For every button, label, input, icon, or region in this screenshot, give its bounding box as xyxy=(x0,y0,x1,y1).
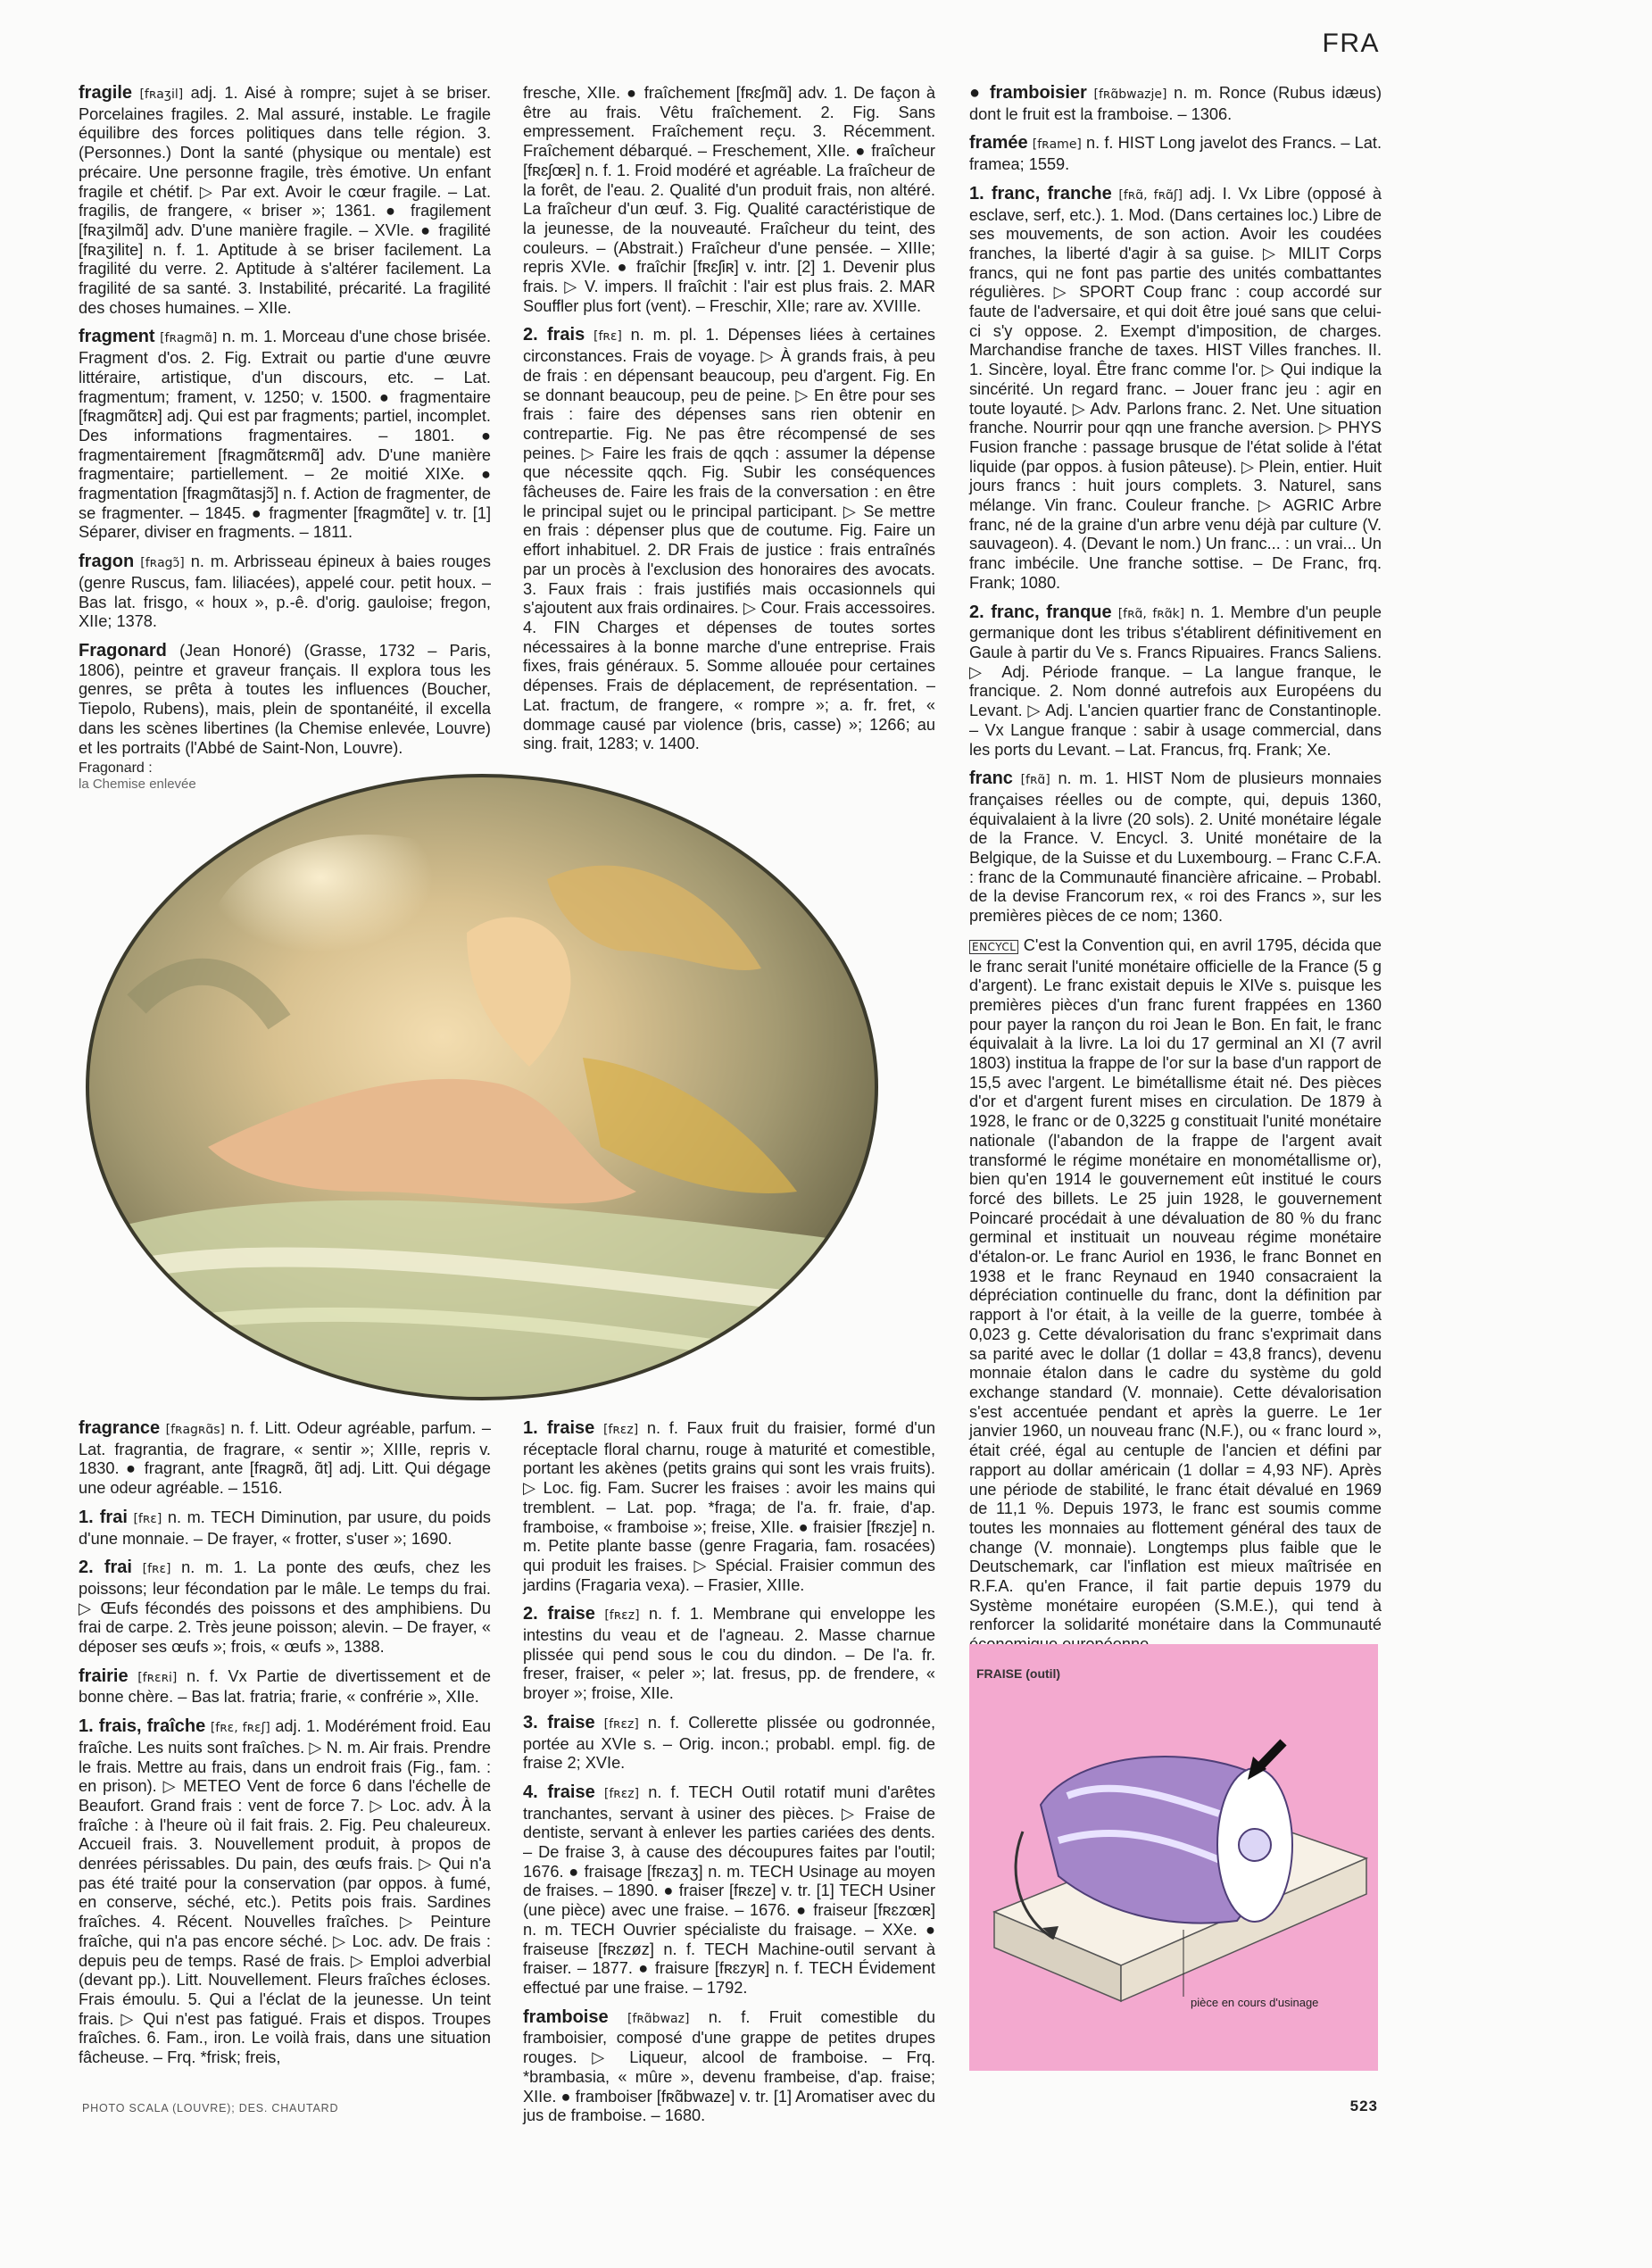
column-2-bottom xyxy=(523,1419,935,2136)
definition-text: n. f. Faux fruit du fraisier, formé d'un réceptacle floral charnu, rouge à maturité et comestible, portant les akènes (petits grains qui sont les vrais fruits). ▷ Loc. fig. Fam. Sucrer les fraises : avoir les mains qui tremblent. – Lat. pop. *fraga; de l'a. fr. fraie, d'ap. framboise, « framboise »; freise, XIIe. ● fraisier [fʀɛzje] n. m. Petite plante basse (genre Fragaria, fam. rosacées) qui produit les fraises. ▷ Spécial. Fraisier commun des jardins (Fragaria vexa). – Frasier, XIIIe. xyxy=(523,1419,935,1594)
definition-text: n. m. 1. La ponte des œufs, chez les poissons; leur fécondation par le mâle. Le temps du frai. ▷ Œufs fécondés des poissons et des amphibiens. Du frai de carpe. 2. Très jeune poisson; alevin. – De frayer, « déposer ses œufs »; frois, « œufs », 1388. xyxy=(79,1558,492,1657)
definition-text: n. f. Fruit comestible du framboisier, composé d'une grappe de petites drupes rouges. ▷ Liqueur, alcool de framboise. – Frq. *brambasia, « mûre », devenu frambeise, d'ap. fraise; XIIe. ● framboiser [fʀɑ̃bwaze] v. tr. [1] Aromatiser avec du jus de framboise. – 1680. xyxy=(523,2007,935,2125)
definition-text: n. m. pl. 1. Dépenses liées à certaines circonstances. Frais de voyage. ▷ À grands frais, à peu de frais : en dépensant beaucoup, peu d'argent. Fig. En se donnant beaucoup, peu de peine. ▷ En être pour ses frais : faire des dépenses sans rien obtenir en contrepartie. Fig. Ne pas être récompensé de ses peines. ▷ Faire les frais de qqch : assumer la dépense que nécessite qqch. Fig. Subir les conséquences fâcheuses de. Faire les frais de la conversation : en être le principal sujet ou le principal participant. ▷ Se mettre en frais : dépenser plus que de coutume. Fig. Faire un effort inhabituel. 2. DR Frais de justice : frais entraînés par un procès à l'exclusion des honoraires des avocats. 3. Faux frais : frais justifiés mais occasionnels qui s'ajoutent aux frais ordinaires. ▷ Cour. Frais accessoires. 4. FIN Charges et dépenses de toutes sortes nécessaires à la bonne marche d'une entreprise. Frais fixes, frais généraux. 5. Somme allouée pour certaines dépenses. Frais de déplacement, de représentation. – Lat. fractum, de frangere, « rompre »; a. fr. fret, « dommage causé par violence (bris, casse) »; 1266; au sing. frait, 1283; v. 1400. xyxy=(523,326,935,753)
definition-text: (Jean Honoré) (Grasse, 1732 – Paris, 1806), peintre et graveur français. Il explora tous les genres, se prêta à toutes les influences (Boucher, Tiepolo, Rubens), mais, plein de spontanéité, il excella dans les scènes libertines (la Chemise enlevée, Louvre) et les portraits (l'Abbé de Saint-Non, Louvre). xyxy=(79,641,491,757)
definition-text: n. 1. Membre d'un peuple germanique dont les tribus s'établirent définitivement en Gaule à partir du Ve s. Francs Ripuaires. Francs Saliens. ▷ Adj. Période franque. – La langue franque, le francique. 2. Nom donné autrefois aux Européens du Levant. ▷ Adj. L'ancien quartier franc de Constantinople. – Vx Langue franque : sabir à usage commercial, dans les ports du Levant. – Lat. Francus, frq. Frank; Xe. xyxy=(969,602,1382,759)
definition-text: fresche, XIIe. ● fraîchement [fʀɛʃmɑ̃] adv. 1. De façon à être au frais. Vêtu fraîchement. 2. Fig. Sans empressement. Fraîchement reçu. 3. Récemment. Fraîchement débarqué. – Freschement, XIIe. ● fraîcheur [fʀɛʃœʀ] n. f. 1. Froid modéré et agréable. La fraîcheur de la forêt, de l'eau. 2. Qualité d'un produit frais, non altéré. La fraîcheur d'un œuf. 3. Fig. Qualité caractéristique de la jeunesse, de la nouveauté. Fraîcheur du teint, des couleurs. – (Abstrait.) Fraîcheur d'une pensée. – XIIIe; repris XVIe. ● fraîchir [fʀɛʃiʀ] v. intr. [2] 1. Devenir plus frais. ▷ V. impers. Il fraîchit : l'air est plus frais. 2. MAR Souffler plus fort (vent). – Freschir, XIIe; rare av. XVIIIe. xyxy=(523,84,935,315)
pronunciation: [fʀɑ̃] xyxy=(1020,773,1050,788)
definition-text: adj. I. Vx Libre (opposé à esclave, serf, etc.). 1. Mod. (Dans certaines loc.) Libre de ses mouvements, de son action. Avoir les coudées franches, la liberté d'agir à sa guise. ▷ MILIT Corps francs, qui ne font pas partie des unités combattantes régulières. ▷ SPORT Coup franc : coup accordé sur faute de l'adversaire, et qui doit être joué sans que celui-ci s'y oppose. 2. Exempt d'imposition, de charges. Marchandise franche de taxes. HIST Villes franches. II. 1. Sincère, loyal. Être franc comme l'or. ▷ Qui indique la sincérité. Un regard franc. – Jouer franc jeu : agir en toute loyauté. ▷ Adv. Parlons franc. 2. Net. Une situation franche. Nourrir pour qqn une franche aversion. ▷ PHYS Fusion franche : passage brusque de l'état solide à l'état liquide (par oppos. à fusion pâteuse). ▷ Plein, entier. Huit jours francs : huit jours complets. 3. Naturel, sans mélange. Vin franc. Couleur franche. ▷ AGRIC Arbre franc, né de la graine d'un arbre venu déjà par culture (V. sauvageon). 4. (Devant le nom.) Un franc... : un vrai... Un franc imbécile. Une franche sottise. – De Franc, frq. Frank; 1080. xyxy=(969,184,1382,592)
definition-text: n. m. TECH Diminution, par usure, du poids d'une monnaie. – De frayer, « frotter, s'user »; 1690. xyxy=(79,1508,492,1548)
definition-text: n. f. TECH Outil rotatif muni d'arêtes tranchantes, servant à usiner des pièces. ▷ Fraise de dentiste, servant à enlever les parties cariées des dents. – De fraise 3, à cause des découpures faites par l'outil; 1676. ● fraisage [fʀɛzaʒ] n. m. TECH Usinage au moyen de fraises. – 1890. ● fraiser [fʀɛze] v. tr. [1] TECH Usiner (une pièce) avec une fraise. – 1676. ● fraiseur [fʀɛzœʀ] n. m. TECH Ouvrier spécialiste du fraisage. – XXe. ● fraiseuse [fʀɛzøz] n. f. TECH Machine-outil servant à fraiser. – 1877. ● fraisure [fʀɛzyʀ] n. f. TECH Évidement effectué par une fraise. – 1792. xyxy=(523,1782,935,1997)
dictionary-entry xyxy=(79,328,491,543)
photo-credit: PHOTO SCALA (LOUVRE); DES. CHAUTARD xyxy=(82,2102,339,2114)
dictionary-entry xyxy=(523,1605,935,1704)
pronunciation: [fʀagmɑ̃] xyxy=(160,331,218,346)
diagram-title: FRAISE (outil) xyxy=(976,1666,1061,1681)
definition-text: adj. 1. Modérément froid. Eau fraîche. Les nuits sont fraîches. ▷ N. m. Air frais. Prendre le frais. Mettre au frais, dans un endroit frais (Fig., fam. : en prison). ▷ METEO Vent de force 6 dans l'échelle de Beaufort. Grand frais : vent de force 7. ▷ Loc. adv. À la fraîche : à l'heure où il fait frais. 2. Fig. Peu chaleureux. Accueil frais. 3. Nouvellement produit, à propos de denrées périssables. Du pain, des œufs frais. ▷ Qui n'a pas été traité pour la conservation (par oppos. à fumé, en conserve, séché, etc.). Petits pois frais. Sardines fraîches. 4. Récent. Nouvelles fraîches. ▷ Peinture fraîche, qui n'a pas encore séché. ▷ Loc. adv. De frais : depuis peu de temps. Rasé de frais. ▷ Emploi adverbial (devant pp.). Litt. Nouvellement. Fleurs fraîches écloses. Frais émoulu. 5. Qui a l'éclat de la jeunesse. Un teint frais. ▷ Qui n'est pas fatigué. Frais et dispos. Troupes fraîches. 6. Fam., iron. Le voilà frais, dans une situation fâcheuse. – Frq. *frisk; freis, xyxy=(79,1717,491,2067)
column-2-top xyxy=(523,84,935,764)
definition-text: n. f. HIST Long javelot des Francs. – Lat. framea; 1559. xyxy=(969,134,1382,174)
dictionary-entry xyxy=(969,134,1382,174)
page-number: 523 xyxy=(1349,2098,1378,2114)
dictionary-entry xyxy=(79,1419,491,1499)
definition-text: n. m. Ronce (Rubus idæus) dont le fruit est la framboise. – 1306. xyxy=(969,84,1382,123)
diagram-label: pièce en cours d'usinage xyxy=(1191,1996,1319,2009)
pronunciation: [fʀɛ] xyxy=(593,329,622,345)
pronunciation: [fʀɛ, fʀɛʃ] xyxy=(210,1721,270,1736)
headword: fragment xyxy=(79,327,155,347)
dictionary-entry xyxy=(523,1714,935,1774)
caption-subtitle: la Chemise enlevée xyxy=(79,777,196,792)
headword: 4. fraise xyxy=(523,1782,595,1802)
definition-text: n. m. Arbrisseau épineux à baies rouges (genre Ruscus, fam. liliacées), appelé cour. petit houx. – Bas lat. frisgo, « houx », p.-ê. d'orig. gauloise; fregon, XIIe; 1378. xyxy=(79,552,491,631)
pronunciation: [fʀɛ] xyxy=(142,1562,171,1577)
dictionary-entry xyxy=(969,769,1382,926)
dictionary-entry xyxy=(79,1508,491,1549)
headword: fragile xyxy=(79,83,133,103)
headword: 1. frais, fraîche xyxy=(79,1716,206,1737)
dictionary-entry xyxy=(79,552,491,632)
pronunciation: [fʀɑ̃bwaz] xyxy=(627,2011,690,2026)
dictionary-entry xyxy=(523,326,935,753)
dictionary-entry xyxy=(79,1667,491,1707)
pronunciation: [fʀɛ] xyxy=(133,1511,162,1526)
pronunciation: [fʀɛz] xyxy=(602,1423,639,1437)
dictionary-entry xyxy=(79,642,491,758)
headword: Fragonard xyxy=(79,640,167,660)
headword: 2. fraise xyxy=(523,1604,595,1624)
definition-text: C'est la Convention qui, en avril 1795, décida que le franc serait l'unité monétaire officielle de la France (5 g d'argent). Le franc existait depuis le XIVe s. puisque les premières pièces d'un franc furent frappées en 1360 pour payer la rançon du roi Jean le Bon. En fait, le franc équivalait à la livre. La loi du 17 germinal an XI (7 avril 1803) institua la frappe de l'or sur la base d'un rapport de 15,5 avec l'argent. Le bimétallisme était né. Des pièces d'or et d'argent furent mises en circulation. De 1879 à 1928, le franc or de 0,3225 g constituait l'unité monétaire nationale (l'abandon de la frappe de l'argent avait transformé le régime monétaire en monométallisme or), bien qu'en 1914 le gouvernement eût institué le cours forcé des billets. Le 25 juin 1928, le gouvernement Poincaré procédait à une dévaluation de 80 % du franc germinal et instituait un nouveau régime monétaire d'étalon-or. Le franc Auriol en 1936, le franc Bonnet en 1938 et le franc Reynaud en 1940 consacraient la dépréciation continuelle du franc, dont la définition par rapport à l'or était, à la veille de la guerre, tombée à 0,023 g. Cette dévalorisation du franc s'exprimait dans sa parité avec le dollar (1 dollar = 43,8 francs), devenu monnaie étalon dans le cadre du système du gold exchange standard (V. monnaie). Cette dévalorisation s'est accentuée pendant et après la guerre. Le 1er janvier 1960, un nouveau franc (N.F.), ou « franc lourd », était créé, égal au centuple de l'ancien et défini par rapport au dollar américain (1 dollar = 4,93 NF). Après une période de stabilité, le franc était dévalué en 1969 de 11,1 %. Depuis 1973, le franc est soumis comme toutes les monnaies au flottement général des taux de change (V. monnaie). Longtemps plus faible que le Deutschemark, car l'inflation est mieux maîtrisée en R.F.A. qu'en France, il fait partie depuis 1979 du Système monétaire européen (S.M.E.), qui tend à renforcer la solidarité monétaire dans la Communauté xyxy=(969,935,1382,1634)
running-head: FRA xyxy=(1322,29,1380,58)
fraise-tool-diagram xyxy=(969,1644,1378,2071)
column-1-top xyxy=(79,84,491,768)
column-1-bottom xyxy=(79,1419,491,2078)
headword: fragrance xyxy=(79,1418,161,1438)
dictionary-entry xyxy=(969,936,1382,1655)
definition-text: n. m. 1. Morceau d'une chose brisée. Fragment d'os. 2. Fig. Extrait ou partie d'une œuvre littéraire, artistique, d'un discours, etc. – Lat. fragmentum; frament, v. 1250; v. 1500. ● fragmentaire [fʀagmɑ̃tɛʀ] adj. Qui est par fragments; partiel, incomplet. Des informations fragmentaires. – 1801. ● fragmentairement [fʀagmɑ̃tɛʀmɑ̃] adv. D'une manière fragmentaire; partiellement. – 2e moitié XIXe. ● fragmentation [fʀagmɑ̃tasjɔ̃] n. f. Action de fragmenter, de se fragmenter. – 1845. ● fragmenter [fʀagmɑ̃te] v. tr. [1] Séparer, diviser en fragments. – 1811. xyxy=(79,328,491,542)
pronunciation: [fʀɑ̃bwazje] xyxy=(1093,87,1167,102)
headword: 2. franc, franque xyxy=(969,602,1112,622)
pronunciation: [fʀagʀɑ̃s] xyxy=(165,1423,226,1437)
definition-text: n. m. 1. HIST Nom de plusieurs monnaies françaises réelles ou de compte, qui, depuis 1360, équivalaient à la livre (20 sols). 2. Unité monétaire légale de la France. V. Encycl. 3. Unité monétaire de la Belgique, de la Suisse et du Luxembourg. – Franc C.F.A. : franc de la Communauté financière africaine. – Probabl. de la devise Francorum rex, « roi des Francs », sur les premières pièces de ce nom; 1360. xyxy=(969,769,1382,926)
pronunciation: [fʀagɔ̃] xyxy=(140,556,185,571)
dictionary-entry xyxy=(969,185,1382,594)
headword: framée xyxy=(969,133,1028,154)
headword: 3. fraise xyxy=(523,1712,595,1732)
definition-text: n. f. 1. Membrane qui enveloppe les intestins du veau et de l'agneau. 2. Masse charnue plissée qui pend sous le cou du dindon. – De l'a. fr. freser, fraiser, « peler »; lat. fresus, pp. de frendere, « broyer »; froise, XIIe. xyxy=(523,1605,935,1703)
dictionary-entry xyxy=(969,84,1382,124)
pronunciation: [fʀɛz] xyxy=(603,1716,639,1732)
dictionary-entry xyxy=(523,84,935,316)
pronunciation: [fʀɛʀi] xyxy=(137,1670,178,1685)
headword: fragon xyxy=(79,552,135,572)
dictionary-entry xyxy=(79,1717,491,2068)
painting-la-chemise-enlevee xyxy=(83,772,881,1402)
dictionary-entry xyxy=(523,1419,935,1595)
pronunciation: [fʀaʒil] xyxy=(139,87,184,102)
headword: 2. frai xyxy=(79,1558,132,1578)
headword: 1. fraise xyxy=(523,1418,595,1438)
pronunciation: [fʀɑ̃, fʀɑ̃ʃ] xyxy=(1118,187,1183,203)
definition-text: n. f. Litt. Odeur agréable, parfum. – Lat. fragrantia, de fragrare, « sentir »; XIIIe, repris v. 1830. ● fragrant, ante [fʀagʀɑ̃, ɑ̃t] adj. Litt. Qui dégage une odeur agréable. – 1516. xyxy=(79,1419,491,1498)
headword: franc xyxy=(969,768,1013,789)
pronunciation: [fʀame] xyxy=(1032,137,1082,153)
dictionary-entry xyxy=(523,1783,935,1998)
headword: 1. frai xyxy=(79,1507,128,1527)
dictionary-entry xyxy=(523,2008,935,2126)
encyclopedia-label: ENCYCL xyxy=(969,940,1018,954)
headword: 1. franc, franche xyxy=(969,183,1112,204)
pronunciation: [fʀɛz] xyxy=(604,1608,640,1624)
headword: frairie xyxy=(79,1666,129,1686)
headword: framboise xyxy=(523,2006,609,2027)
caption-title: Fragonard : xyxy=(79,760,153,776)
headword: ● framboisier xyxy=(969,83,1087,103)
pronunciation: [fʀɑ̃, fʀɑ̃k] xyxy=(1117,606,1185,621)
definition-text: n. f. Collerette plissée ou godronnée, portée au XVIe s. – Orig. incon.; probabl. empl. fig. de fraise 2; XVIe. xyxy=(523,1713,935,1773)
dictionary-entry xyxy=(79,84,491,318)
definition-text: adj. 1. Aisé à rompre; sujet à se briser. Porcelaines fragiles. 2. Mal assuré, instable. Le fragile équilibre des forces politiques dans telle région. 3. (Personnes.) Dont la santé (physique ou mentale) est précaire. Une personne fragile, très émotive. Un enfant fragile et chétif. ▷ Par ext. Avoir le cœur fragile. – Lat. fragilis, de frangere, « briser »; 1361. ● fragilement [fʀaʒilmɑ̃] adv. D'une manière fragile. – XVIe. ● fragilité [fʀaʒilite] n. f. 1. Aptitude à se briser facilement. La fragilité du verre. 2. Aptitude à s'altérer facilement. La fragilité de sa santé. 3. Instabilité, précarité. La fragilité des choses humaines. – XIIe. xyxy=(79,84,491,317)
pronunciation: [fʀɛz] xyxy=(603,1786,640,1801)
column-3 xyxy=(969,84,1382,1665)
dictionary-entry xyxy=(79,1558,491,1657)
headword: 2. frais xyxy=(523,325,585,345)
dictionary-entry xyxy=(969,603,1382,760)
definition-text: n. f. Vx Partie de divertissement et de bonne chère. – Bas lat. fratria; frarie, « confrérie », XIIe. xyxy=(79,1666,491,1707)
